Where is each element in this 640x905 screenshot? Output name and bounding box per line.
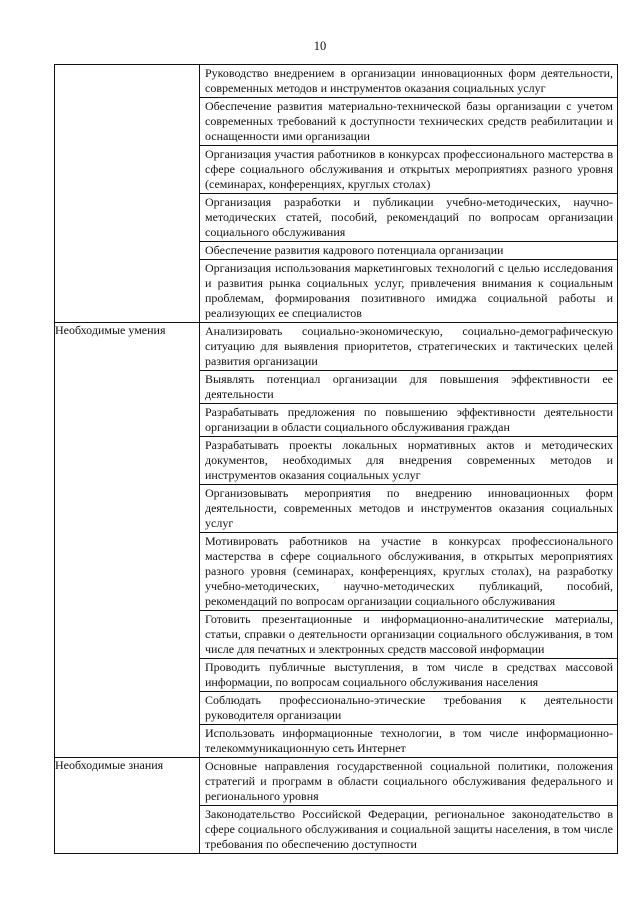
table-row-knowledge <box>55 758 618 854</box>
row-content <box>200 758 618 854</box>
table-row-actions <box>55 65 618 323</box>
table-item: Обеспечение развития кадрового потенциала организации <box>200 242 617 260</box>
table-item: Руководство внедрением в организации инновационных форм деятельности, современных методов и инструментов оказания социальных услуг <box>200 65 617 98</box>
row-content <box>200 323 618 758</box>
row-label <box>55 65 200 323</box>
table-item: Проводить публичные выступления, в том числе в средствах массовой информации, по вопросам социального обслуживания населения <box>200 659 617 692</box>
table-item: Мотивировать работников на участие в конкурсах профессионального мастерства в сфере социального обслуживания, в открытых мероприятиях разного уровня (семинарах, конференциях, круглых столах), на разработку учебно-методических, научно-методических публикаций, пособий, рекомендаций по вопросам организации социального обслуживания <box>200 533 617 611</box>
table-item: Организация участия работников в конкурсах профессионального мастерства в сфере социального обслуживания и открытых мероприятиях разного уровня (семинарах, конференциях, круглых столах) <box>200 146 617 194</box>
row-content <box>200 65 618 323</box>
table-item: Разрабатывать предложения по повышению эффективности деятельности организации в области социального обслуживания граждан <box>200 404 617 437</box>
page-number: 10 <box>313 39 327 53</box>
table-item: Организовывать мероприятия по внедрению инновационных форм деятельности, современных методов и инструментов оказания социальных услуг <box>200 485 617 533</box>
table-row-skills <box>55 323 618 758</box>
table-item: Организация разработки и публикации учебно-методических, научно-методических статей, пособий, рекомендаций по вопросам организации социального обслуживания <box>200 194 617 242</box>
table-item: Выявлять потенциал организации для повышения эффективности ее деятельности <box>200 371 617 404</box>
table-item: Использовать информационные технологии, в том числе информационно-телекоммуникационную сеть Интернет <box>205 726 613 755</box>
table-item: Обеспечение развития материально-технической базы организации с учетом современных требований к доступности технических средств реабилитации и оснащенности ими организации <box>200 98 617 146</box>
table-item: Организация использования маркетинговых технологий с целью исследования и развития рынка социальных услуг, привлечения внимания к социальным проблемам, формирования позитивного имиджа социальной работы и реализующих ее специалистов <box>205 261 613 320</box>
row-label: Необходимые знания <box>55 758 200 854</box>
table-item: Разрабатывать проекты локальных нормативных актов и методических документов, необходимых для внедрения современных методов и инструментов оказания социальных услуг <box>200 437 617 485</box>
qualification-table <box>54 64 618 854</box>
table-item: Законодательство Российской Федерации, региональное законодательство в сфере социального обслуживания и социальной защиты населения, в том числе требования по обеспечению доступности <box>205 807 613 851</box>
table-item: Готовить презентационные и информационно-аналитические материалы, статьи, справки о деятельности организации социального обслуживания, в том числе для печатных и электронных средств массовой информации <box>200 611 617 659</box>
table-item: Анализировать социально-экономическую, социально-демографическую ситуацию для выявления приоритетов, стратегических и тактических целей развития организации <box>200 323 617 371</box>
table-item: Основные направления государственной социальной политики, положения стратегий и программ в области социального обслуживания федерального и регионального уровня <box>200 758 617 806</box>
table-item: Соблюдать профессионально-этические требования к деятельности руководителя организации <box>200 692 617 725</box>
row-label: Необходимые умения <box>55 323 200 758</box>
